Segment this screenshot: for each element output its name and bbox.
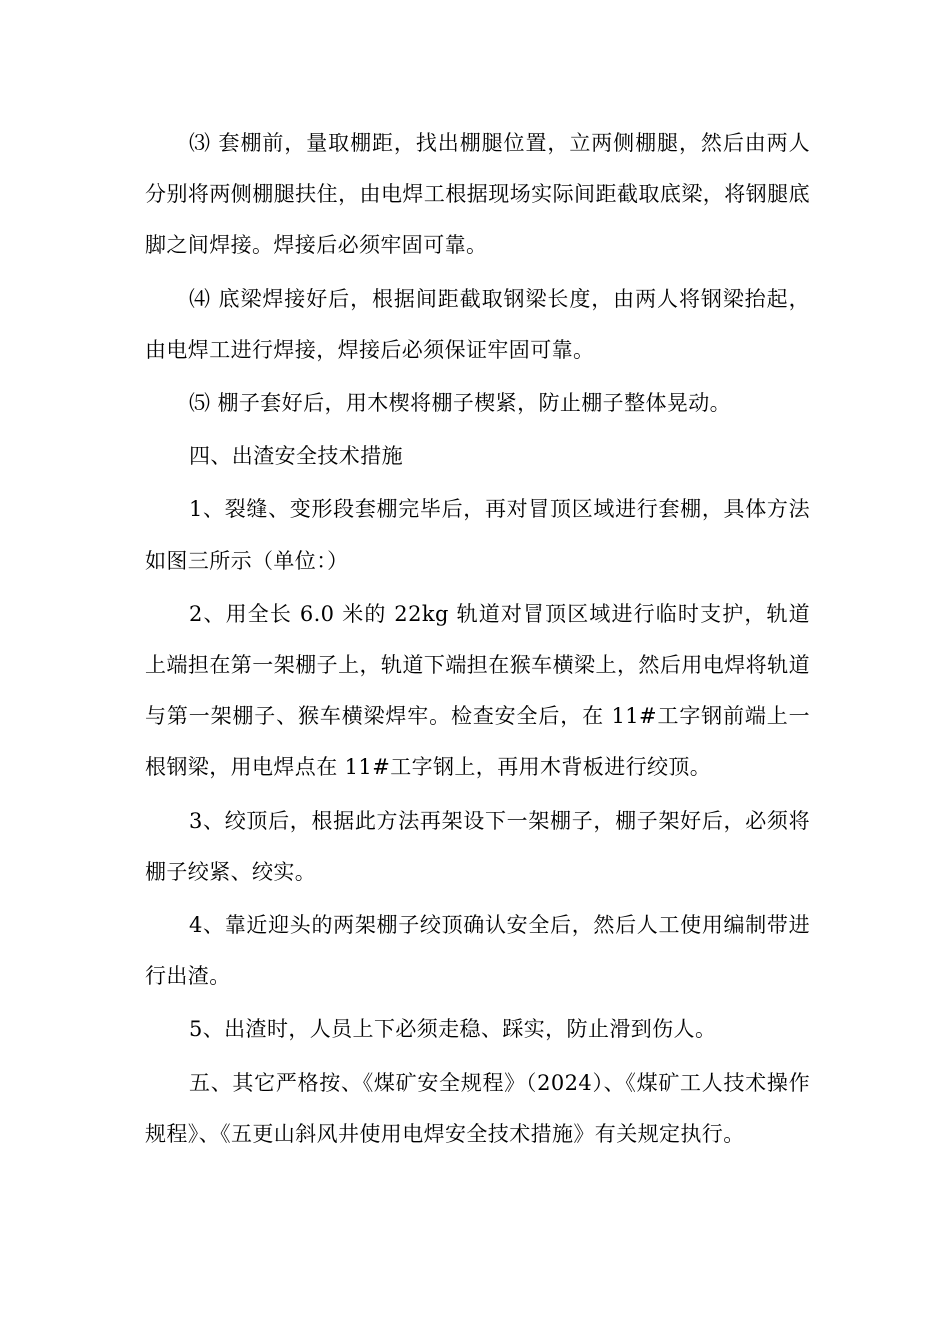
paragraph-step-3: ⑶ 套棚前，量取棚距，找出棚腿位置，立两侧棚腿，然后由两人分别将两侧棚腿扶住，由电焊工根据现场实际间距截取底梁，将钢腿底脚之间焊接。焊接后必须牢固可靠。 bbox=[145, 131, 810, 258]
paragraph-step-4: ⑷ 底梁焊接好后，根据间距截取钢梁长度，由两人将钢梁抬起，由电焊工进行焊接，焊接后必须保证牢固可靠。 bbox=[145, 286, 810, 362]
document-body bbox=[145, 118, 810, 1162]
paragraph-step-5: ⑸ 棚子套好后，用木楔将棚子楔紧，防止棚子整体晃动。 bbox=[189, 391, 732, 416]
paragraph-item-5: 5、出渣时，人员上下必须走稳、踩实，防止滑到伤人。 bbox=[189, 1017, 717, 1042]
section-heading-5: 五、其它严格按、《煤矿安全规程》（2024）、《煤矿工人技术操作规程》、《五更山斜风井使用电焊安全技术措施》有关规定执行。 bbox=[145, 1070, 810, 1146]
section-heading-4: 四、出渣安全技术措施 bbox=[189, 444, 403, 469]
paragraph-item-3: 3、绞顶后，根据此方法再架设下一架棚子，棚子架好后，必须将棚子绞紧、绞实。 bbox=[145, 808, 810, 884]
paragraph-item-4: 4、靠近迎头的两架棚子绞顶确认安全后，然后人工使用编制带进行出渣。 bbox=[145, 913, 810, 989]
paragraph-item-2: 2、用全长 6.0 米的 22kg 轨道对冒顶区域进行临时支护，轨道上端担在第一架棚子上，轨道下端担在猴车横梁上，然后用电焊将轨道与第一架棚子、猴车横梁焊牢。检查安全后，在 11#工字钢前端上一根钢梁，用电焊点在 11#工字钢上，再用木背板进行绞顶。 bbox=[145, 601, 810, 780]
paragraph-item-1: 1、裂缝、变形段套棚完毕后，再对冒顶区域进行套棚，具体方法如图三所示（单位：） bbox=[145, 497, 810, 573]
